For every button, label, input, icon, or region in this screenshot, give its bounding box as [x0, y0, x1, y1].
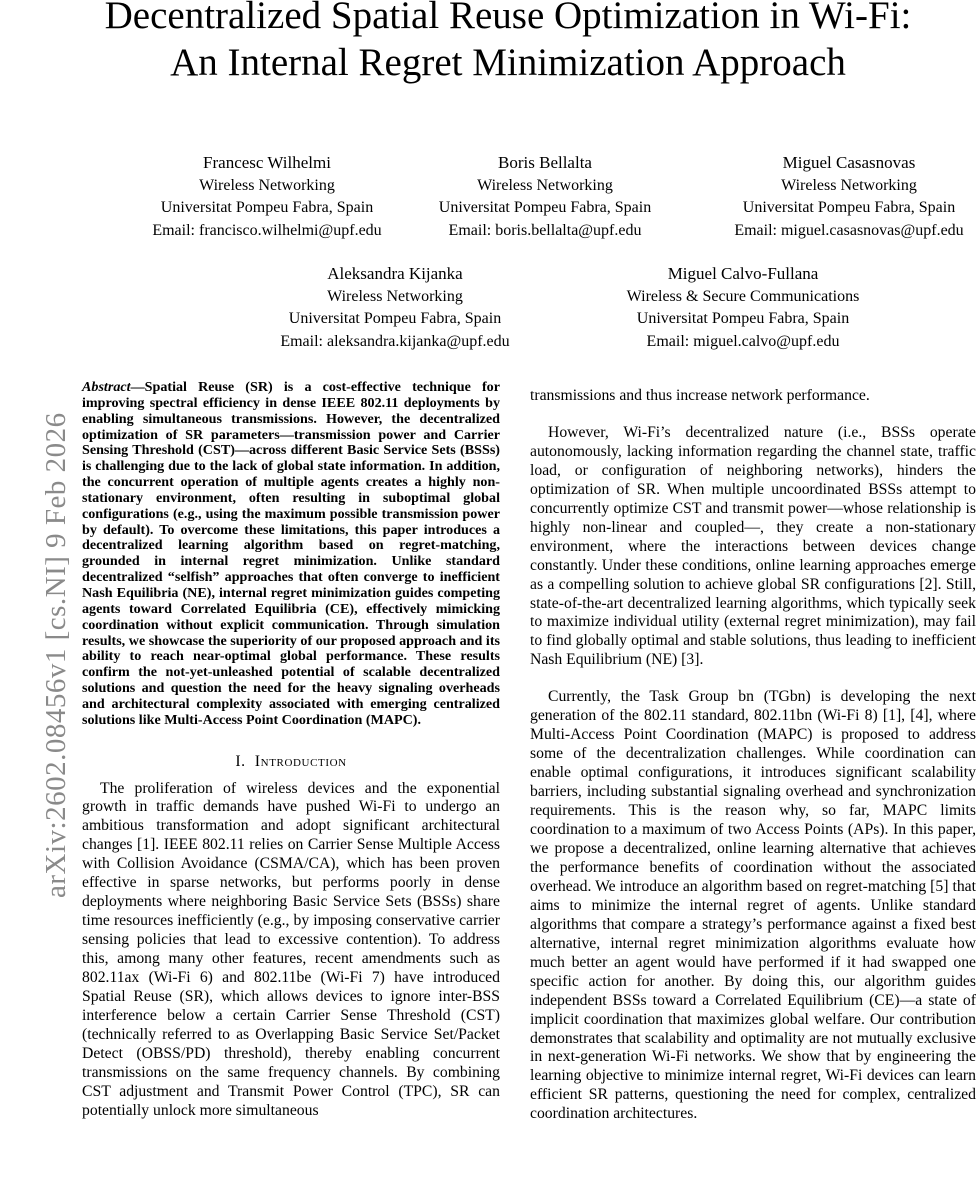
author-block	[112, 152, 422, 242]
author-email: Email: aleksandra.kijanka@upf.edu	[280, 332, 510, 350]
body-paragraph: However, Wi-Fi’s decentralized nature (i.e., BSSs operate autonomously, lacking information regarding the channel state, traffic load, or configuration of neighboring networks), hinders the optimization of SR. When multiple uncoordinated BSSs attempt to concurrently optimize CST and transmit power—whose relationship is highly non-linear and coupled—, they create a non-stationary environment, where the interactions between devices change constantly. Under these conditions, online learning approaches emerge as a compelling solution to achieve global SR configurations [2]. Still, state-of-the-art decentralized learning algorithms, which typically seek to maximize individual utility (external regret minimization), may fail to find globally optimal and stable solutions, thus leading to inefficient Nash Equilibrium (NE) [3].	[530, 423, 976, 669]
author-affiliation: Universitat Pompeu Fabra, Spain	[288, 310, 502, 328]
author-name: Aleksandra Kijanka	[327, 264, 463, 283]
author-affiliation: Universitat Pompeu Fabra, Spain	[742, 199, 956, 217]
left-column	[82, 380, 500, 1121]
abstract-label: Abstract	[82, 379, 131, 395]
author-name: Miguel Casasnovas	[782, 153, 916, 172]
author-affiliation: Universitat Pompeu Fabra, Spain	[438, 199, 652, 217]
author-block	[240, 263, 550, 353]
author-affiliation: Universitat Pompeu Fabra, Spain	[636, 310, 850, 328]
abstract	[82, 380, 500, 729]
author-block	[390, 152, 700, 242]
author-name: Boris Bellalta	[498, 153, 592, 172]
title-line-1: Decentralized Spatial Reuse Optimization in Wi-Fi:	[104, 0, 912, 37]
author-department: Wireless Networking	[477, 177, 613, 194]
author-department: Wireless Networking	[781, 177, 917, 194]
section-number: I.	[235, 752, 246, 770]
author-email: Email: boris.bellalta@upf.edu	[448, 221, 642, 239]
body-paragraph-continuation: transmissions and thus increase network performance.	[530, 387, 870, 404]
author-department: Wireless Networking	[199, 177, 335, 194]
author-name: Francesc Wilhelmi	[203, 153, 331, 172]
abstract-text: —Spatial Reuse (SR) is a cost-effective technique for improving spectral efficiency in dense IEEE 802.11 deployments by enabling simultaneous transmissions. However, the decentralized optimization of SR parameters—transmission power and Carrier Sensing Threshold (CST)—across different Basic Service Sets (BSSs) is challenging due to the lack of global state information. In addition, the concurrent operation of multiple agents creates a highly non-stationary environment, often resulting in suboptimal global configurations (e.g., using the maximum possible transmission power by default). To overcome these limitations, this paper introduces a decentralized learning algorithm based on regret-matching, grounded in internal regret minimization. Unlike standard decentralized “selfish” approaches that often converge to inefficient Nash Equilibria (NE), internal regret minimization guides competing agents toward Correlated Equilibria (CE), effectively mimicking coordination without explicit communication. Through simulation results, we showcase the superiority of our proposed approach and its ability to reach near-optimal global performance. These results confirm the not-yet-unleashed potential of scalable decentralized solutions and question the need for the heavy signaling overheads and architectural complexity associated with emerging centralized solutions like Multi-Access Point Coordination (MAPC).	[82, 379, 500, 728]
section-title: Introduction	[254, 752, 347, 770]
author-department: Wireless Networking	[327, 288, 463, 305]
right-column	[530, 387, 976, 1124]
author-affiliation: Universitat Pompeu Fabra, Spain	[160, 199, 374, 217]
body-paragraph: The proliferation of wireless devices and the exponential growth in traffic demands have pushed Wi-Fi to undergo an ambitious transformation and adopt significant architectural changes [1]. IEEE 802.11 relies on Carrier Sense Multiple Access with Collision Avoidance (CSMA/CA), which has been proven effective in sparse networks, but performs poorly in dense deployments where neighboring Basic Service Sets (BSSs) share time resources inefficiently (e.g., by imposing conservative carrier sensing policies that lead to excessive contention). To address this, among many other features, recent amendments such as 802.11ax (Wi-Fi 6) and 802.11be (Wi-Fi 7) have introduced Spatial Reuse (SR), which allows devices to ignore inter-BSS interference below a certain Carrier Sense Threshold (CST) (technically referred to as Overlapping Basic Service Set/Packet Detect (OBSS/PD) threshold), thereby enabling concurrent transmissions on the same frequency channels. By combining CST adjustment and Transmit Power Control (TPC), SR can potentially unlock more simultaneous	[82, 779, 500, 1119]
author-name: Miguel Calvo-Fullana	[667, 264, 819, 283]
author-block	[588, 263, 898, 353]
author-department: Wireless & Secure Communications	[626, 288, 860, 305]
arxiv-identifier[interactable]: arXiv:2602.08456v1 [cs.NI] 9 Feb 2026	[40, 412, 72, 898]
author-block	[694, 152, 976, 242]
author-email: Email: miguel.calvo@upf.edu	[646, 332, 840, 350]
paper-title	[40, 0, 976, 86]
title-line-2: An Internal Regret Minimization Approach	[170, 41, 846, 84]
body-paragraph: Currently, the Task Group bn (TGbn) is developing the next generation of the 802.11 standard, 802.11bn (Wi-Fi 8) [1], [4], where Multi-Access Point Coordination (MAPC) is proposed to address some of the decentralization challenges. While coordination can enable optimal configurations, it introduces significant scalability barriers, including substantial signaling overhead and synchronization requirements. This is the reason why, so far, MAPC limits coordination to a maximum of two Access Points (APs). In this paper, we propose a decentralized, online learning alternative that achieves the performance benefits of coordination without the associated overhead. We introduce an algorithm based on regret-matching [5] that aims to minimize the internal regret of agents. Unlike standard algorithms that compare a strategy’s performance against a fixed best alternative, internal regret minimization algorithms evaluate how much better an agent would have performed if it had swapped one specific action for another. By doing this, our algorithm guides independent BSSs toward a Correlated Equilibrium (CE)—a state of implicit coordination that maximizes global welfare. Our contribution demonstrates that scalability and optimality are not mutually exclusive in next-generation Wi-Fi networks. We show that by engineering the learning objective to minimize internal regret, Wi-Fi devices can learn efficient SR patterns, questioning the need for complex, centralized coordination architectures.	[530, 688, 976, 1123]
section-heading	[82, 753, 500, 772]
author-email: Email: francisco.wilhelmi@upf.edu	[152, 221, 382, 239]
author-email: Email: miguel.casasnovas@upf.edu	[734, 221, 964, 239]
